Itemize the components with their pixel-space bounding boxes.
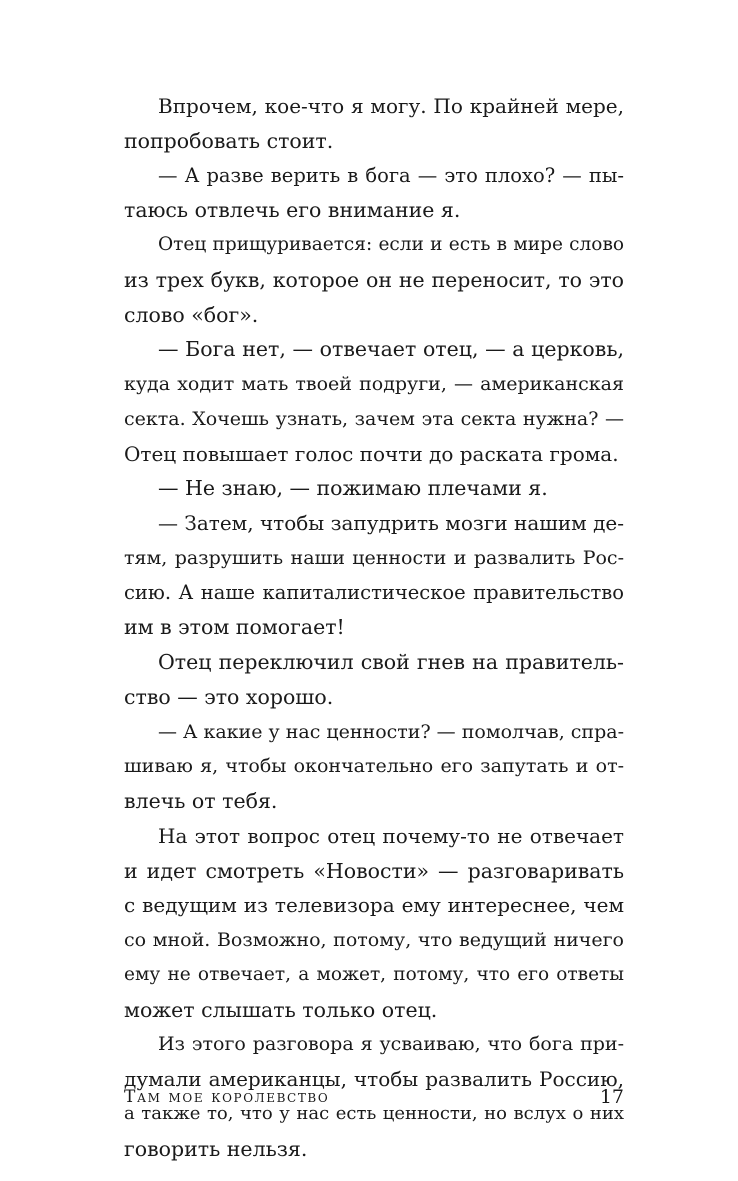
text-line: — Затем, чтобы запудрить мозги нашим де-	[158, 511, 624, 535]
text-line: с ведущим из телевизора ему интереснее, чем	[124, 893, 624, 918]
text-line: шиваю я, чтобы окончательно его запутать и от-	[124, 755, 624, 778]
text-line: куда ходит мать твоей подруги, — американская	[124, 373, 624, 395]
text-line: из трех букв, которое он не переносит, то это	[124, 267, 624, 292]
text-line: слово «бог».	[124, 302, 259, 327]
text-line: Отец прищуривается: если и есть в мире слово	[158, 234, 624, 255]
text-line: Впрочем, кое-что я могу. По крайней мере,	[158, 94, 624, 118]
text-line: ство — это хорошо.	[124, 684, 334, 709]
text-line: — Бога нет, — отвечает отец, — а церковь,	[158, 337, 624, 362]
running-title: Там мое королевство	[124, 1087, 330, 1107]
text-line: — Не знаю, — пожимаю плечами я.	[158, 476, 548, 501]
text-line: На этот вопрос отец почему-то не отвечает	[158, 823, 624, 848]
text-line: может слышать только отец.	[124, 997, 438, 1022]
text-line: им в этом помогает!	[124, 615, 345, 640]
text-line: ему не отвечает, а может, потому, что его ответы	[124, 963, 624, 985]
text-line: секта. Хочешь узнать, зачем эта секта нужна? —	[124, 407, 624, 430]
text-line: тям, разрушить наши ценности и развалить Рос-	[124, 546, 624, 569]
text-line: и идет смотреть «Новости» — разговаривать	[124, 858, 624, 883]
text-line: а также то, что у нас есть ценности, но вслух о них	[124, 1102, 624, 1124]
body-text	[124, 89, 624, 1166]
text-line: Отец переключил свой гнев на правитель-	[158, 650, 624, 674]
text-line: со мной. Возможно, потому, что ведущий ничего	[124, 929, 624, 951]
text-line: таюсь отвлечь его внимание я.	[124, 198, 461, 223]
text-line: думали американцы, чтобы развалить Россию,	[124, 1067, 624, 1091]
page-footer	[124, 1082, 624, 1112]
text-line: — А разве верить в бога — это плохо? — пы-	[158, 163, 624, 187]
text-line: Из этого разговора я усваиваю, что бога при-	[158, 1033, 624, 1056]
text-line: говорить нельзя.	[124, 1136, 308, 1161]
text-line: — А какие у нас ценности? — помолчав, спра-	[158, 720, 624, 743]
text-line: влечь от тебя.	[124, 789, 278, 813]
page-number: 17	[599, 1086, 624, 1108]
text-line: попробовать стоит.	[124, 128, 334, 153]
text-line: Отец повышает голос почти до раската грома.	[124, 441, 619, 466]
text-line: сию. А наше капиталистическое правительство	[124, 580, 624, 604]
